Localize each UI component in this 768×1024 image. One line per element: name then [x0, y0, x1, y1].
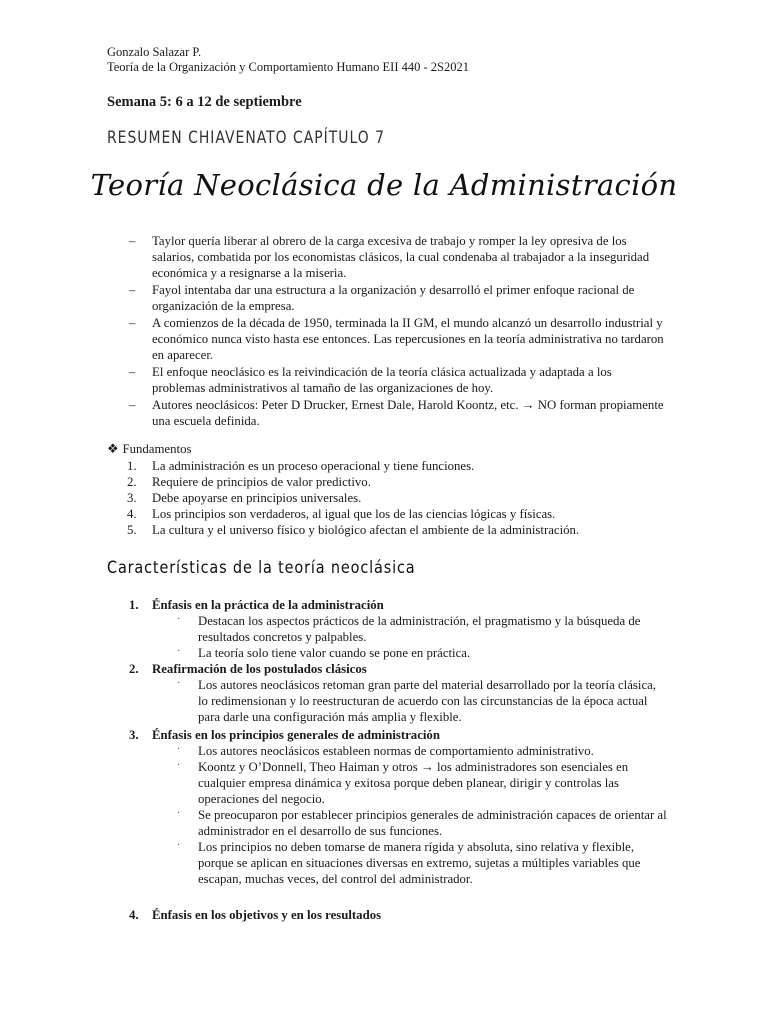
list-item: – Autores neoclásicos: Peter D Drucker, Ernest Dale, Harold Koontz, etc. → NO forman propiamente una escuela definida. [129, 398, 664, 428]
characteristic-2 [107, 661, 667, 725]
week-heading: Semana 5: 6 a 12 de septiembre [107, 94, 302, 110]
characteristic-1 [107, 597, 667, 661]
list-item: · Los autores neoclásicos retoman gran parte del material desarrollado por la teoría clásica, lo redimensionan y lo reestructuran de acuerdo con las circunstancias de la época actual para darle una configuración más amplia y flexible. [177, 678, 657, 724]
fundamentos-list [107, 458, 667, 538]
list-item: 3. Debe apoyarse en principios universales. [127, 491, 362, 505]
list-item: · Se preocuparon por establecer principios generales de administración capaces de orientar al administrador en el desarrollo de sus funciones. [177, 808, 667, 838]
list-item: 1. La administración es un proceso operacional y tiene funciones. [127, 459, 475, 473]
section-heading: Características de la teoría neoclásica [107, 558, 416, 578]
characteristic-3 [107, 727, 667, 887]
summary-subtitle: RESUMEN CHIAVENATO CAPÍTULO 7 [107, 128, 385, 148]
characteristic-title: 4. Énfasis en los objetivos y en los resultados [129, 908, 382, 922]
list-item: – Taylor quería liberar al obrero de la carga excesiva de trabajo y romper la ley opresiva de los salarios, combatida por los economistas clásicos, la cual condenaba al trabajador a la inseguridad económica y a resignarse a la miseria. [129, 234, 650, 280]
list-item: – Fayol intentaba dar una estructura a la organización y desarrolló el primer enfoque racional de organización de la empresa. [129, 283, 635, 313]
list-item: – El enfoque neoclásico es la reivindicación de la teoría clásica actualizada y adaptada a los problemas administrativos al tamaño de las organizaciones de hoy. [129, 365, 612, 395]
fundamentos-heading: ❖ Fundamentos [107, 442, 192, 456]
list-item: · Los autores neoclásicos estableen normas de comportamiento administrativo. [177, 744, 594, 758]
diamond-bullet-icon: ❖ [107, 442, 119, 456]
list-item: – A comienzos de la década de 1950, terminada la II GM, el mundo alcanzó un desarrollo industrial y económico nunca visto hasta ese entonces. Las repercusiones en la teoría administrativa no tardaron en aparecer. [129, 316, 664, 362]
list-item: 2. Requiere de principios de valor predictivo. [127, 475, 371, 489]
characteristic-4 [107, 907, 667, 923]
list-item: 4. Los principios son verdaderos, al igual que los de las ciencias lógicas y físicas. [127, 507, 556, 521]
page-title: Teoría Neoclásica de la Administración [90, 168, 678, 202]
course-title: Teoría de la Organización y Comportamiento Humano EII 440 - 2S2021 [107, 60, 469, 74]
author-name: Gonzalo Salazar P. [107, 45, 202, 59]
list-item: · Koontz y O’Donnell, Theo Haiman y otros → los administradores son esenciales en cualquier empresa dinámica y exitosa porque deben planear, dirigir y controlas las operaciones del negocio. [177, 760, 629, 806]
intro-bullet-list [107, 233, 667, 430]
list-item: · La teoría solo tiene valor cuando se pone en práctica. [177, 646, 471, 660]
list-item: 5. La cultura y el universo físico y biológico afectan el ambiente de la administración. [127, 523, 580, 537]
list-item: · Los principios no deben tomarse de manera rígida y absoluta, sino relativa y flexible, porque se aplican en situaciones diversas en extremo, sujetas a múltiples variables que escapan, muchas veces, del control del administrador. [177, 840, 641, 886]
list-item: · Destacan los aspectos prácticos de la administración, el pragmatismo y la búsqueda de resultados concretos y palpables. [177, 614, 641, 644]
characteristic-title: 3. Énfasis en los principios generales de administración [129, 728, 440, 742]
characteristic-title: 1. Énfasis en la práctica de la administración [129, 598, 384, 612]
characteristic-title: 2. Reafirmación de los postulados clásicos [129, 662, 367, 676]
